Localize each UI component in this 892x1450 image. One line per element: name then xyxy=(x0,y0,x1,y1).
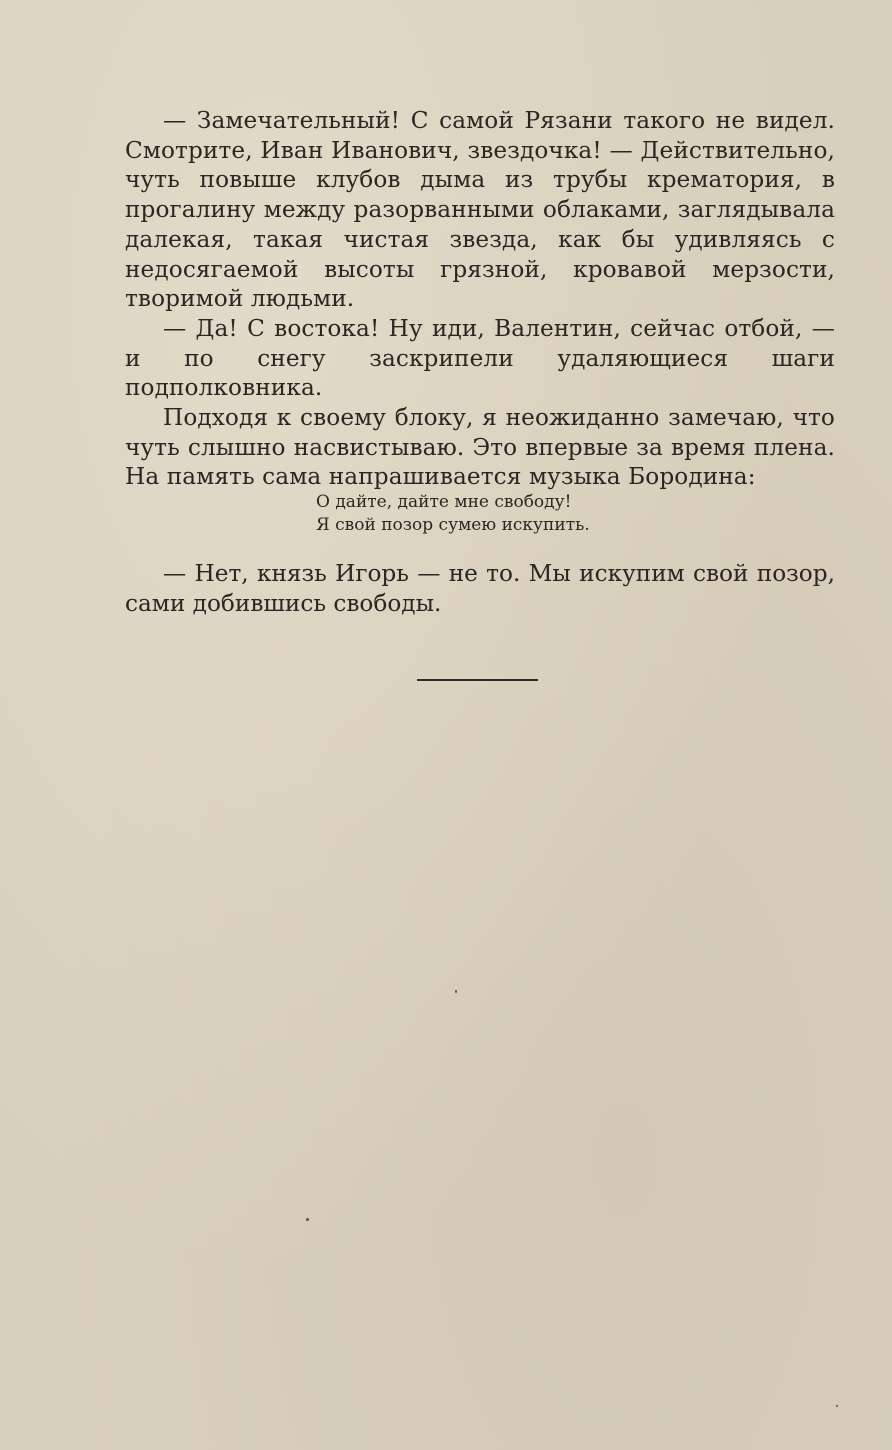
paragraph-1: — Замечательный! С самой Рязани такого не видел. Смотрите, Иван Иванович, звездочка! — Действительно, чуть повыше клубов дыма из трубы крематория, в прогалину между разорванными облаками, заглядывала далекая, такая чистая звезда, как бы удивляясь с недосягаемой высоты грязной, кровавой мерзости, творимой людьми. xyxy=(125,107,835,313)
paragraph-2: — Да! С востока! Ну иди, Валентин, сейчас отбой, — и по снегу заскрипели удаляющиеся шаги подполковника. xyxy=(125,314,835,402)
verse-quote xyxy=(316,491,716,537)
paper-speck xyxy=(306,1218,309,1221)
closing-paragraph: — Нет, князь Игорь — не то. Мы искупим свой позор, сами добившись свободы. xyxy=(125,560,835,617)
paper-speck xyxy=(455,990,457,993)
main-text xyxy=(125,106,835,492)
end-divider xyxy=(417,679,538,681)
verse-line-2: Я свой позор сумею искупить. xyxy=(316,515,590,535)
paragraph-3: Подходя к своему блоку, я неожиданно замечаю, что чуть слышно насвистываю. Это впервые за время плена. На память сама напрашивается музыка Бородина: xyxy=(125,404,835,491)
verse-line-1: О дайте, дайте мне свободу! xyxy=(316,492,572,512)
paper-speck xyxy=(836,1405,838,1407)
